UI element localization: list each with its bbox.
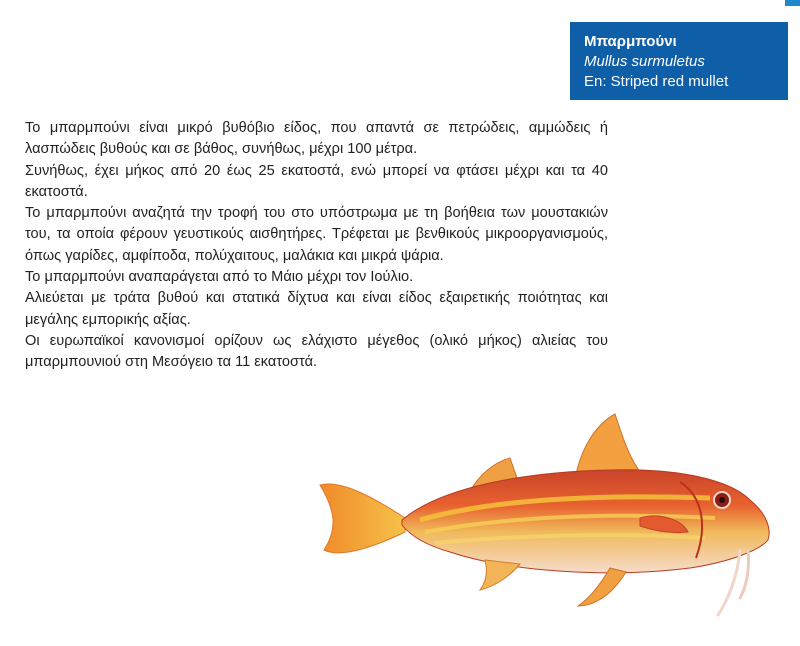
common-name: Μπαρμπούνι [584, 33, 677, 50]
english-name: En: Striped red mullet [584, 73, 729, 90]
fish-body [402, 470, 769, 573]
paragraph-feeding: Το μπαρμπούνι αναζητά την τροφή του στο υπόστρωμα με τη βοήθεια των μουστακιών του, τα οποία φέρουν γευστικούς αισθητήρες. Τρέφεται με βενθικούς μικροοργανισμούς, όπως γαρίδες, αμφίποδα, πολύχαιτους, μαλάκια και μικρά ψάρια. [25, 205, 608, 264]
paragraph-regulations: Οι ευρωπαϊκοί κανονισμοί ορίζουν ως ελάχιστο μέγεθος (ολικό μήκος) αλιείας του μπαρμπουνιού στη Μεσόγειο τα 11 εκατοστά. [25, 332, 608, 371]
barbel-2 [740, 550, 749, 598]
species-title-box [570, 22, 788, 100]
scientific-name: Mullus surmuletus [584, 53, 705, 70]
pelvic-fin [578, 568, 626, 606]
description-text [25, 118, 608, 374]
red-mullet-illustration [310, 400, 800, 646]
corner-accent [785, 0, 800, 6]
paragraph-reproduction: Το μπαρμπούνι αναπαράγεται από το Μάιο μέχρι τον Ιούλιο. [25, 269, 414, 286]
anal-fin [480, 560, 520, 590]
paragraph-length: Συνήθως, έχει μήκος από 20 έως 25 εκατοστά, ενώ μπορεί να φτάσει μέχρι και τα 40 εκατοστά. [25, 162, 608, 200]
paragraph-habitat: Το μπαρμπούνι είναι μικρό βυθόβιο είδος, που απαντά σε πετρώδεις, αμμώδεις ή λασπώδεις βυθούς και σε βάθος, συνήθως, μέχρι 100 μέτρα. [25, 120, 608, 158]
paragraph-fishing: Αλιεύεται με τράτα βυθού και στατικά δίχτυα και είναι είδος εξαιρετικής ποιότητας και μεγάλης εμπορικής αξίας. [25, 290, 608, 328]
tail-fin [320, 484, 405, 553]
